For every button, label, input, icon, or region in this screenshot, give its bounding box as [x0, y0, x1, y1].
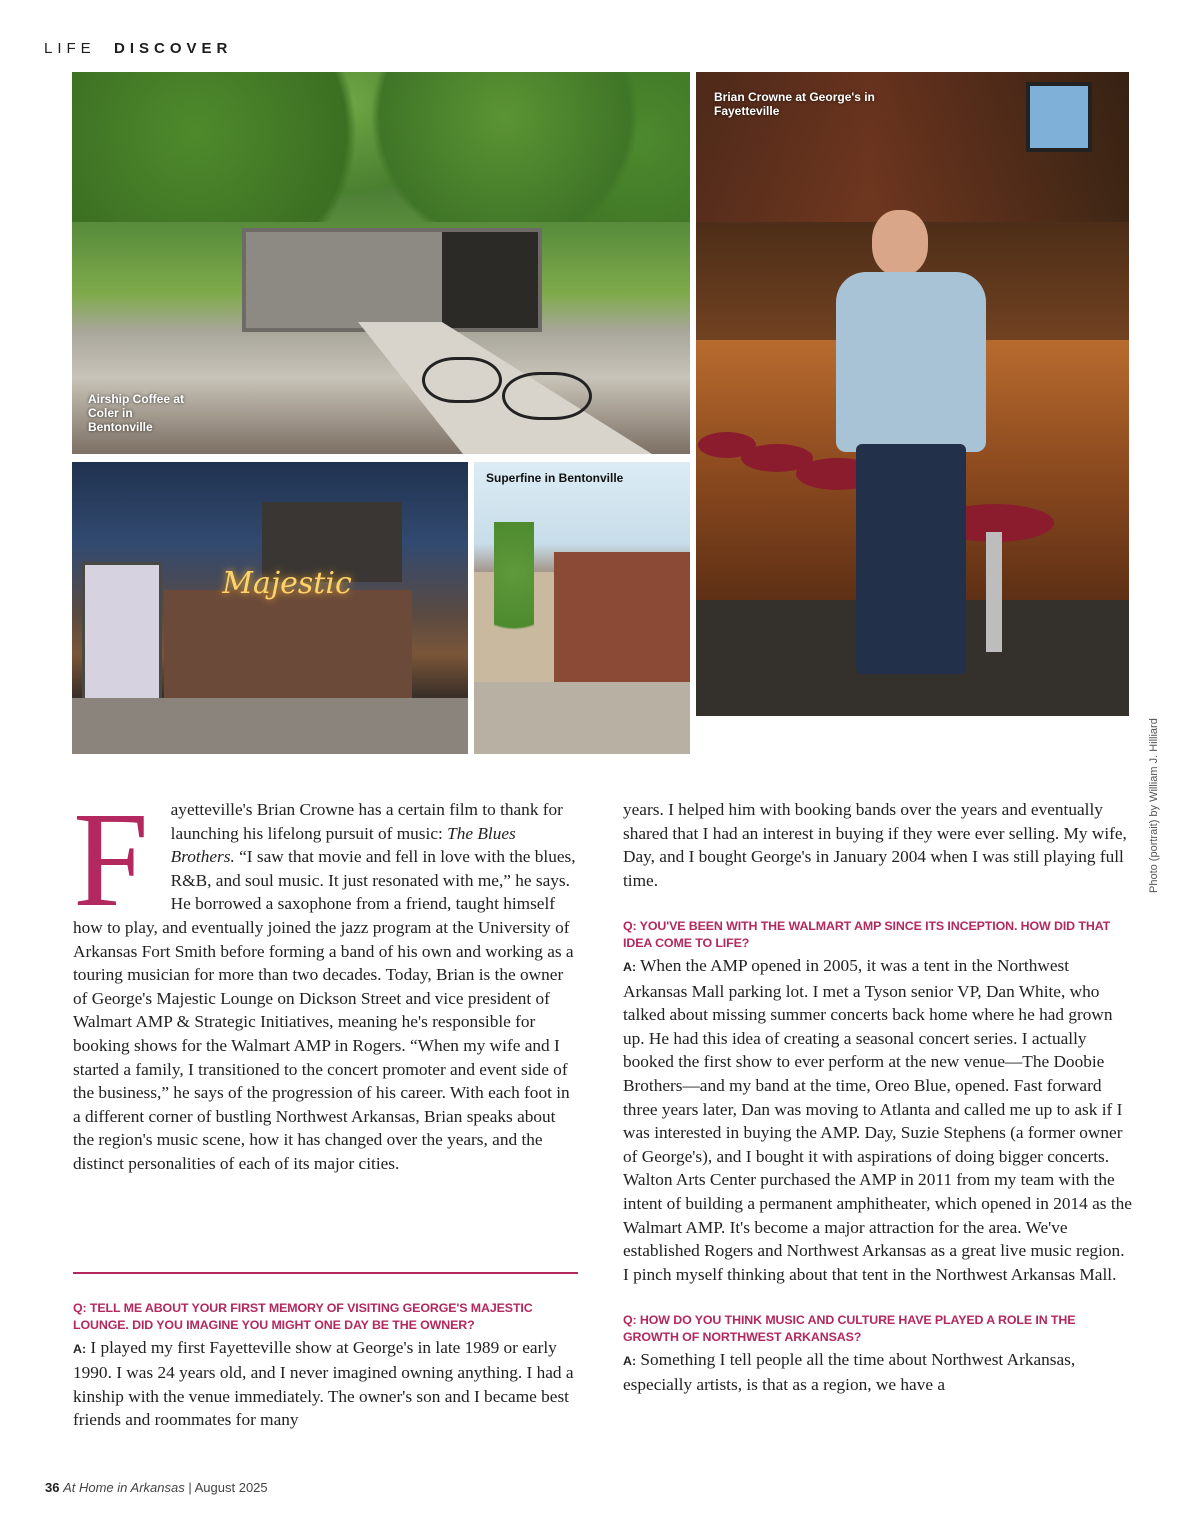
drop-cap: F — [73, 785, 149, 935]
footer-separator: | — [188, 1480, 192, 1495]
question-1: Q: TELL ME ABOUT YOUR FIRST MEMORY OF VISITING GEORGE'S MAJESTIC LOUNGE. DID YOU IMAGINE YOU MIGHT ONE DAY BE THE OWNER? — [73, 1301, 533, 1332]
qa-block-1 — [73, 1300, 579, 1432]
question-2: Q: YOU'VE BEEN WITH THE WALMART AMP SINCE ITS INCEPTION. HOW DID THAT IDEA COME TO LIFE? — [623, 919, 1111, 951]
answer-1-continued: years. I helped him with booking bands over the years and eventually shared that I had an interest in buying if they were ever selling. My wife, Day, and I bought George's in January 2004 when I was still playing full time. — [623, 800, 1127, 890]
caption-superfine: Superfine in Bentonville — [486, 471, 624, 485]
caption-airship: Airship Coffee at Coler in Bentonville — [88, 392, 185, 434]
film-title: The Blues Brothers. — [170, 823, 516, 867]
answer-label: A: — [73, 1341, 87, 1356]
magazine-name: At Home in Arkansas — [63, 1480, 185, 1495]
article-intro — [73, 785, 579, 1176]
answer-2: When the AMP opened in 2005, it was a tent in the Northwest Arkansas Mall parking lot. I met a Tyson senior VP, Dan White, who talked about missing summer concerts back home where he had grown up. He had this idea of creating a seasonal concert series. I actually booked the first show to ever perform at the new venue—The Doobie Brothers—and my band at the time, Oreo Blue, opened. Fast forward three years later, Dan was moving to Atlanta and called me up to ask if I was interested in buying the AMP. Day, Suzie Stephens (a former owner of George's), and I bought it with aspirations of doing bigger concerts. Walton Arts Center purchased the AMP in 2011 from my team with the intent of building a permanent amphitheater, which opened in 2014 as the Walmart AMP. It's become a major attraction for the area. We've established Rogers and Northwest Arkansas as a great live music region. I pinch myself thinking about that tent in the Northwest Arkansas Mall. — [623, 955, 1132, 1284]
bicycle — [422, 357, 502, 403]
person-jeans — [856, 444, 966, 674]
section-divider — [73, 1272, 578, 1274]
page-footer — [45, 1480, 268, 1495]
photo-brian-crowne — [696, 72, 1129, 716]
person-head — [872, 210, 928, 276]
answer-label: A: — [623, 1353, 637, 1368]
article-column-right — [623, 798, 1133, 1397]
sidewalk — [72, 698, 468, 754]
bicycle — [502, 372, 592, 420]
person-shirt — [836, 272, 986, 452]
photo-superfine — [474, 462, 690, 754]
lounge-facade — [164, 590, 412, 700]
section-name: LIFE — [44, 40, 96, 57]
answer-label: A: — [623, 959, 637, 974]
stool-post — [986, 532, 1002, 652]
tree-canopy — [72, 72, 690, 222]
sidewalk — [474, 682, 690, 754]
historical-marker — [82, 562, 162, 712]
pavilion-opening — [442, 232, 538, 328]
photo-airship-coffee — [72, 72, 690, 454]
section-label — [44, 40, 232, 57]
brick-storefront — [554, 552, 690, 682]
tv-screen — [1026, 82, 1092, 152]
photo-majestic-lounge — [72, 462, 468, 754]
article-column-left — [73, 785, 579, 1176]
majestic-neon-sign: Majestic — [222, 566, 352, 601]
page-number: 36 — [45, 1480, 60, 1495]
intro-text-rest: “I saw that movie and fell in love with the blues, R&B, and soul music. It just resonated with me,” he says. He borrowed a saxophone from a friend, taught himself how to play, and eventually joined the jazz program at the University of Arkansas Fort Smith before forming a band of his own and working as a touring musician for more than two decades. Today, Brian is the owner of George's Majestic Lounge on Dickson Street and vice president of Walmart AMP & Strategic Initiatives, meaning he's responsible for booking shows for the Walmart AMP in Rogers. “When my wife and I started a family, I transitioned to the concert promoter and event side of the business,” he says of the progression of his career. With each foot in a different corner of bustling Northwest Arkansas, Brian speaks about the region's music scene, how it has changed over the years, and the distinct personalities of each of its major cities. — [73, 847, 576, 1173]
subsection-name: DISCOVER — [114, 40, 233, 57]
caption-brian: Brian Crowne at George's in Fayetteville — [714, 90, 875, 118]
street-tree — [494, 522, 534, 692]
photo-credit: Photo (portrait) by William J. Hilliard — [1148, 718, 1160, 893]
answer-1-start: I played my first Fayetteville show at George's in late 1989 or early 1990. I was 24 years old, and I never imagined owning anything. I had a kinship with the venue immediately. The owner's son and I became best friends and roommates for many — [73, 1337, 574, 1430]
answer-3-start: Something I tell people all the time about Northwest Arkansas, especially artists, is that as a region, we have a — [623, 1349, 1076, 1395]
intro-text-start: ayetteville's Brian Crowne has a certain film to thank for launching his lifelong pursuit of music: — [170, 800, 563, 843]
issue-date: August 2025 — [194, 1480, 268, 1495]
question-3: Q: HOW DO YOU THINK MUSIC AND CULTURE HAVE PLAYED A ROLE IN THE GROWTH OF NORTHWEST ARKANSAS? — [623, 1313, 1076, 1345]
